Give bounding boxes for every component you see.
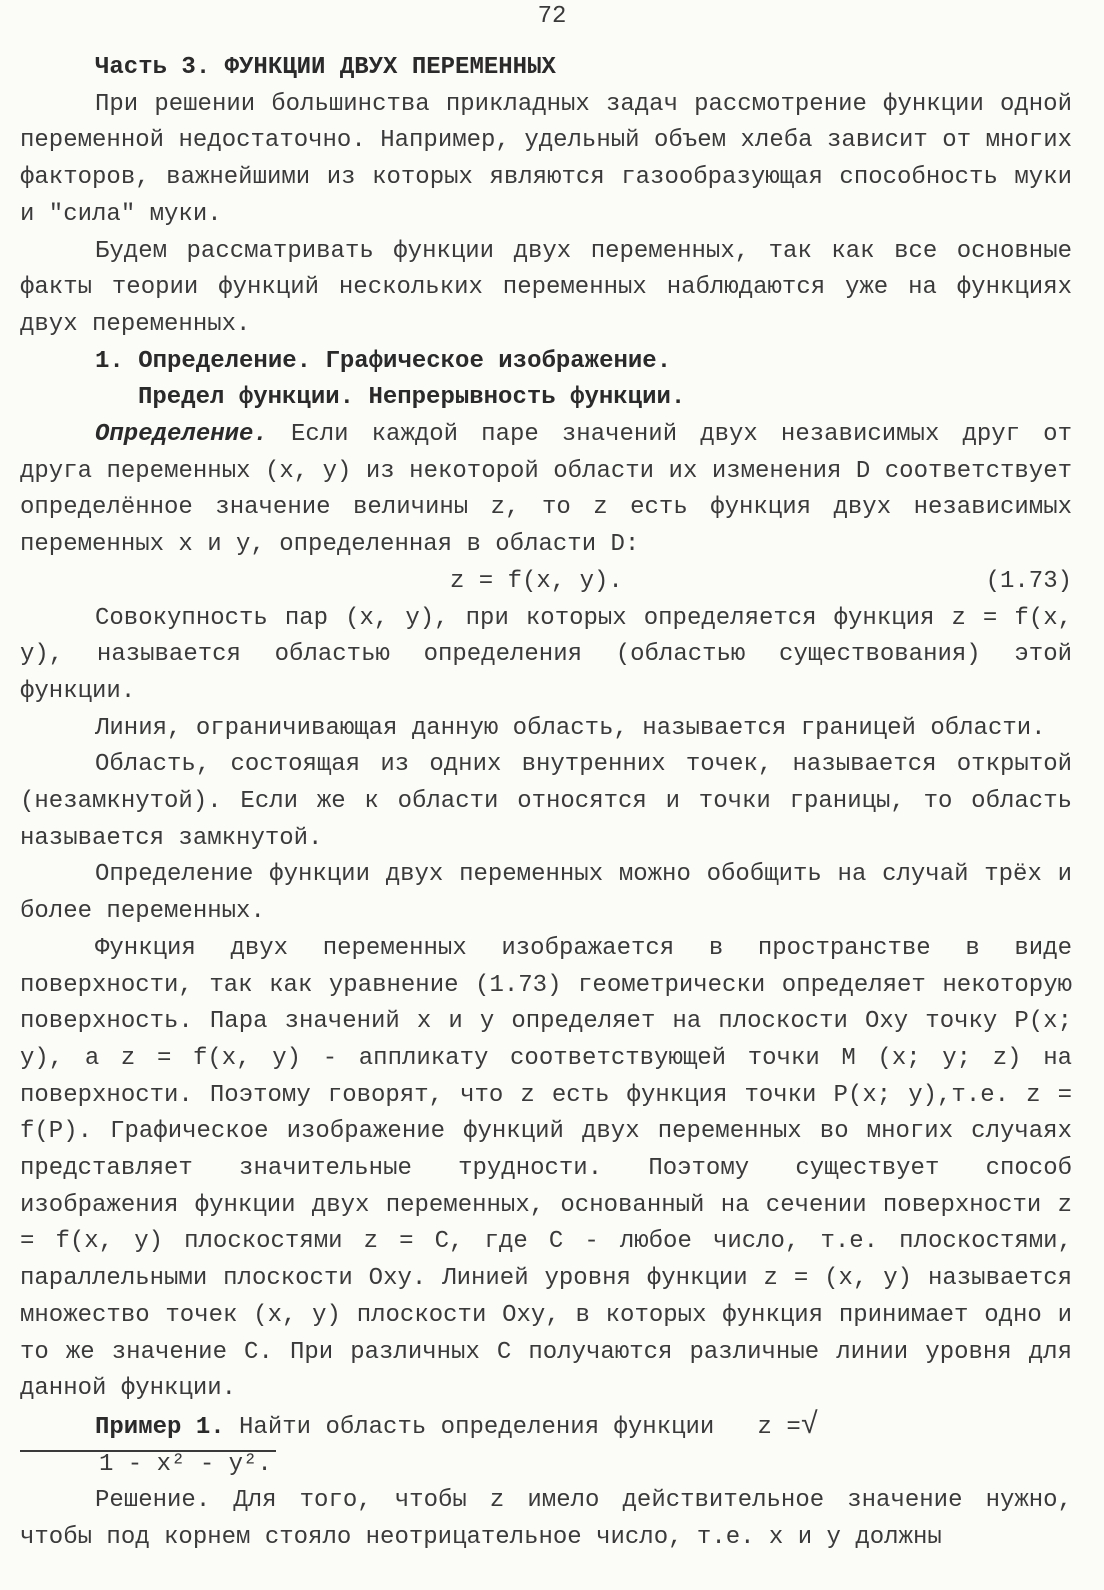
intro-paragraph-2: Будем рассматривать функции двух переменных, так как все основные факты теории функций нескольких переменных наблюдаются уже на функциях двух переменных. [20,237,1072,338]
formula-number: (1.73) [985,567,1072,595]
boundary-paragraph: Линия, ограничивающая данную область, называется границей области. [95,714,1046,742]
part-heading: Часть 3. ФУНКЦИИ ДВУХ ПЕРЕМЕННЫХ [95,54,556,81]
definition-text: Если каждой паре значений двух независимых друг от друга переменных (x, y) из некоторой области их изменения D соответствует определённое значение величины z, то z есть функция двух независимых переменных x и y, определенная в области D: [20,421,1072,559]
radical-sign-icon: √ [800,1409,819,1443]
intro-paragraph-1: При решении большинства прикладных задач рассмотрение функции одной переменной недостаточно. Например, удельный объем хлеба зависит от многих факторов, важнейшими из которых являются газообразующая способность муки и "сила" муки. [20,90,1072,228]
page-number: 72 [537,3,567,30]
formula-1-73: z = f(x, y). [450,567,623,595]
example-label: Пример 1. [95,1414,225,1441]
domain-paragraph: Совокупность пар (x, y), при которых определяется функция z = f(x, y), называется областью определения (областью существования) этой функции. [20,604,1072,705]
section-heading-2: Предел функции. Непрерывность функции. [138,384,686,412]
generalize-paragraph: Определение функции двух переменных можно обобщить на случай трёх и более переменных. [20,861,1072,926]
formula-row [20,564,1072,601]
definition-paragraph [20,417,1072,564]
open-closed-paragraph: Область, состоящая из одних внутренних точек, называется открытой (незамкнутой). Если же к области относятся и точки границы, то область называется замкнутой. [20,751,1072,852]
example-text: Найти область определения функции [239,1414,715,1441]
section-heading-1: 1. Определение. Графическое изображение. [95,347,672,375]
example-formula-lhs: z = [757,1414,801,1441]
surface-paragraph: Функция двух переменных изображается в пространстве в виде поверхности, так как уравнение (1.73) геометрически определяет некоторую поверхность. Пара значений x и y определяет на плоскости Oxy точку P(x; y), а z = f(x, y) - аппликату соответствующей точки M (x; y; z) на поверхности. Поэтому говорят, что z есть функция точки P(x; y),т.е. z = f(P). Графическое изображение функций двух переменных во многих случаях представляет значительные трудности. Поэтому существует способ изображения функции двух переменных, основанный на сечении поверхности z = f(x, y) плоскостями z = C, где C - любое число, т.е. плоскостями, параллельными плоскости Oxy. Линией уровня функции z = (x, y) называется множество точек (x, y) плоскости Oxy, в которых функция принимает одно и то же значение C. При различных C получаются различные линии уровня для данной функции. [20,934,1072,1403]
page-body [20,50,1072,1557]
example-paragraph [20,1408,1072,1483]
definition-label: Определение. [95,421,268,449]
solution-paragraph: Решение. Для того, чтобы z имело действительное значение нужно, чтобы под корнем стояло неотрицательное число, т.е. x и y должны [20,1487,1072,1552]
example-formula-radicand: 1 - x² - y². [20,1450,276,1478]
